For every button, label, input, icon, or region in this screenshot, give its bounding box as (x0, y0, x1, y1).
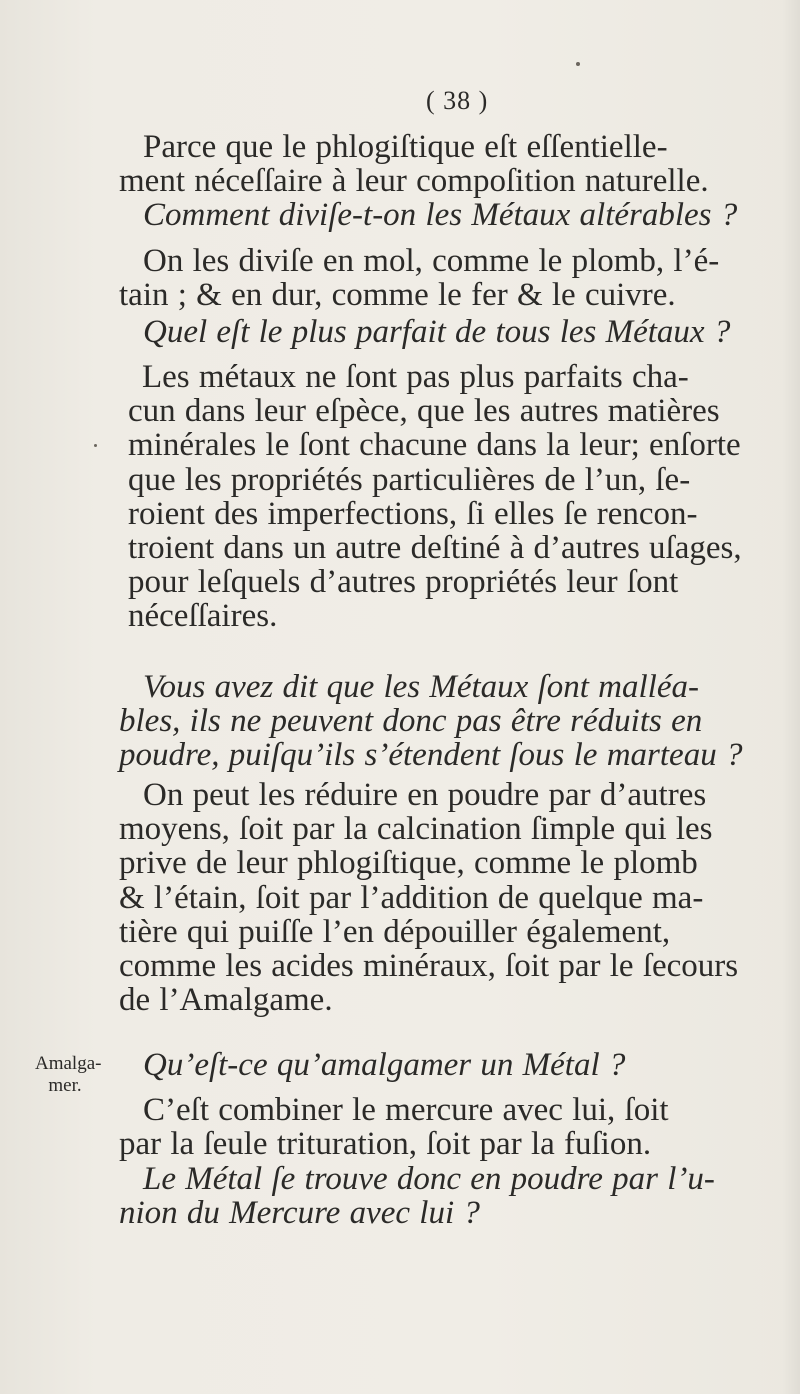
paragraph (119, 244, 767, 312)
text-line: minérales le ſont chacune dans la leur; enſorte (128, 427, 741, 464)
margin-note: Amalga- mer. (35, 1053, 102, 1096)
text-line: tain ; & en dur, comme le fer & le cuivre. (119, 277, 676, 314)
text-line: Vous avez dit que les Métaux ſont malléa- (143, 669, 699, 705)
text-line: C’eſt combiner le mercure avec lui, ſoit (143, 1092, 669, 1128)
paragraph (119, 778, 769, 1017)
text-line: Les métaux ne ſont pas plus parfaits cha- (142, 359, 689, 395)
text-line: cun dans leur eſpèce, que les autres matières (128, 393, 720, 430)
page-number: ( 38 ) (426, 86, 489, 115)
text-line: Comment diviſe-t-on les Métaux altérables ? (143, 197, 738, 233)
text-line: tière qui puiſſe l’en dépouiller également, (119, 913, 671, 950)
question-paragraph (119, 670, 769, 773)
text-line: de l’Amalgame. (119, 982, 333, 1019)
text-line: que les propriétés particulières de l’un, ſe- (128, 461, 691, 498)
text-line: & l’étain, ſoit par l’addition de quelque ma- (119, 879, 704, 916)
text-line: ment néceſſaire à leur compoſition naturelle. (119, 163, 709, 200)
text-line: prive de leur phlogiſtique, comme le plomb (119, 845, 698, 882)
text-line: par la ſeule trituration, ſoit par la fuſion. (119, 1126, 652, 1163)
text-line: troient dans un autre deſtiné à d’autres uſages, (128, 530, 742, 567)
text-line: moyens, ſoit par la calcination ſimple qui les (119, 811, 713, 848)
question-line (143, 1048, 773, 1082)
text-line: On les diviſe en mol, comme le plomb, l’é- (143, 243, 720, 279)
text-line: nion du Mercure avec lui ? (119, 1195, 480, 1232)
ink-speck (576, 62, 580, 66)
question-paragraph (119, 1162, 769, 1230)
text-line: pour leſquels d’autres propriétés leur ſont (128, 564, 679, 601)
text-line: Parce que le phlogiſtique eſt eſſentielle- (143, 129, 668, 165)
ink-speck (94, 444, 97, 447)
paragraph (128, 360, 768, 634)
text-line: poudre, puiſqu’ils s’étendent ſous le marteau ? (119, 737, 743, 774)
question-line (143, 198, 773, 232)
text-line: Qu’eſt-ce qu’amalgamer un Métal ? (143, 1047, 626, 1083)
question-line (143, 315, 773, 349)
text-line: Le Métal ſe trouve donc en poudre par l’u- (143, 1161, 715, 1197)
text-line: bles, ils ne peuvent donc pas être réduits en (119, 703, 703, 740)
paragraph (119, 1093, 769, 1161)
text-line: roient des imperfections, ſi elles ſe rencon- (128, 495, 698, 532)
page-edge-shadow (782, 0, 800, 1394)
text-line: On peut les réduire en poudre par d’autres (143, 777, 707, 813)
paragraph (119, 130, 767, 198)
text-line: néceſſaires. (128, 598, 278, 635)
text-line: Quel eſt le plus parfait de tous les Métaux ? (143, 314, 731, 350)
text-line: comme les acides minéraux, ſoit par le ſecours (119, 948, 739, 985)
